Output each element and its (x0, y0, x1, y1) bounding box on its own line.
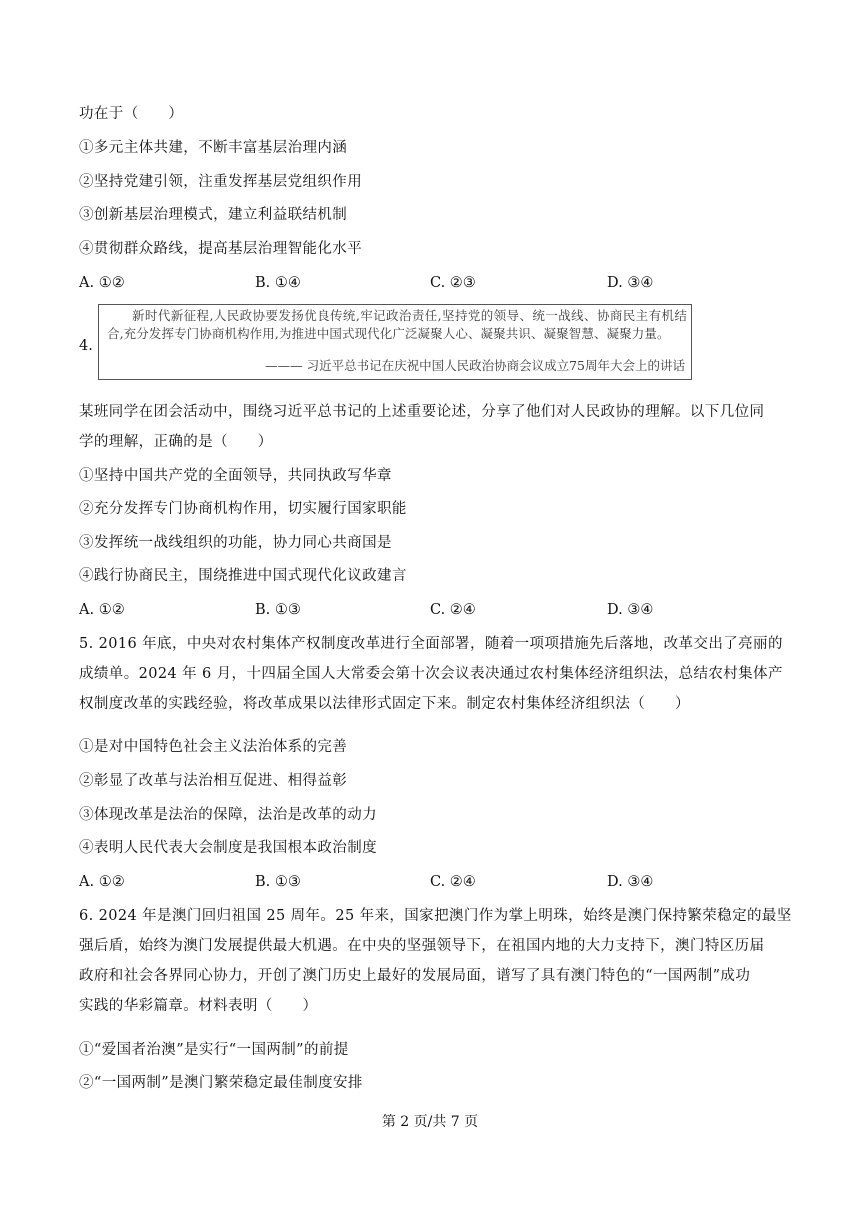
q6-item-1: ①“爱国者治澳”是实行“一国两制”的前提 (79, 1042, 349, 1058)
q5-option-d[interactable]: D. ③④ (607, 874, 654, 890)
q4-stem-line-1: 某班同学在团会活动中，围绕习近平总书记的上述重要论述，分享了他们对人民政协的理解。以下几位同 (79, 404, 765, 420)
q6-stem-line-3: 政府和社会各界同心协力，开创了澳门历史上最好的发展局面，谱写了具有澳门特色的“一国两制”成功 (79, 968, 751, 984)
q5-stem-line-3: 权制度改革的实践经验，将改革成果以法律形式固定下来。制定农村集体经济组织法（ ） (79, 696, 690, 712)
q4-item-4: ④践行协商民主，围绕推进中国式现代化议政建言 (79, 568, 407, 584)
q5-option-b[interactable]: B. ①③ (255, 874, 301, 890)
q5-item-3: ③体现改革是法治的保障，法治是改革的动力 (79, 807, 377, 823)
q4-option-a[interactable]: A. ①② (79, 602, 125, 618)
q4-quote-text: 新时代新征程,人民政协要发扬优良传统,牢记政治责任,坚持党的领导、统一战线、协商民主有机结合,充分发挥专门协商机构作用,为推进中国式现代化广泛凝聚人心、凝聚共识、凝聚智慧、凝聚力量。 (107, 308, 687, 341)
q4-item-3: ③发挥统一战线组织的功能，协力同心共商国是 (79, 535, 392, 551)
q6-stem-line-1: 6. 2024 年是澳门回归祖国 25 周年。25 年来，国家把澳门作为掌上明珠，始终是澳门保持繁荣稳定的最坚 (79, 908, 792, 924)
q4-option-d[interactable]: D. ③④ (607, 602, 654, 618)
q6-stem-line-2: 强后盾，始终为澳门发展提供最大机遇。在中央的坚强领导下，在祖国内地的大力支持下，澳门特区历届 (79, 938, 765, 954)
q3-item-3: ③创新基层治理模式，建立利益联结机制 (79, 207, 348, 223)
q3-option-a[interactable]: A. ①② (79, 275, 125, 291)
q6-stem-line-4: 实践的华彩篇章。材料表明（ ） (79, 998, 318, 1014)
q5-options (79, 872, 779, 892)
q4-option-b[interactable]: B. ①③ (255, 602, 301, 618)
q5-option-a[interactable]: A. ①② (79, 874, 125, 890)
q5-option-c[interactable]: C. ②④ (430, 874, 476, 890)
q5-stem-line-1: 5. 2016 年底，中央对农村集体产权制度改革进行全面部署，随着一项项措施先后落地，改革交出了亮丽的 (79, 636, 783, 652)
q3-option-b[interactable]: B. ①④ (255, 275, 301, 291)
q5-item-4: ④表明人民代表大会制度是我国根本政治制度 (79, 840, 377, 856)
q4-item-2: ②充分发挥专门协商机构作用，切实履行国家职能 (79, 501, 407, 517)
q4-quote-source: ——— 习近平总书记在庆祝中国人民政治协商会议成立75周年大会上的讲话 (265, 358, 685, 373)
q3-item-1: ①多元主体共建，不断丰富基层治理内涵 (79, 140, 348, 156)
q6-item-2: ②“一国两制”是澳门繁荣稳定最佳制度安排 (79, 1075, 363, 1091)
q4-item-1: ①坚持中国共产党的全面领导，共同执政写华章 (79, 468, 392, 484)
q5-item-2: ②彰显了改革与法治相互促进、相得益彰 (79, 773, 348, 789)
q3-option-d[interactable]: D. ③④ (607, 275, 654, 291)
q5-stem-line-2: 成绩单。2024 年 6 月，十四届全国人大常委会第十次会议表决通过农村集体经济组织法，总结农村集体产 (79, 666, 783, 682)
q5-item-1: ①是对中国特色社会主义法治体系的完善 (79, 739, 348, 755)
q4-stem-line-2: 学的理解，正确的是（ ） (79, 434, 273, 450)
q3-stem-tail: 功在于（ ） (79, 106, 184, 122)
q3-item-4: ④贯彻群众路线，提高基层治理智能化水平 (79, 241, 363, 257)
q3-option-c[interactable]: C. ②③ (430, 275, 476, 291)
page-number: 第 2 页/共 7 页 (381, 1114, 479, 1130)
q4-option-c[interactable]: C. ②④ (430, 602, 476, 618)
q4-number: 4. (79, 338, 93, 354)
q3-item-2: ②坚持党建引领，注重发挥基层党组织作用 (79, 174, 363, 190)
q3-options (79, 273, 779, 293)
q4-options (79, 600, 779, 620)
q4-quote-box (98, 304, 692, 380)
